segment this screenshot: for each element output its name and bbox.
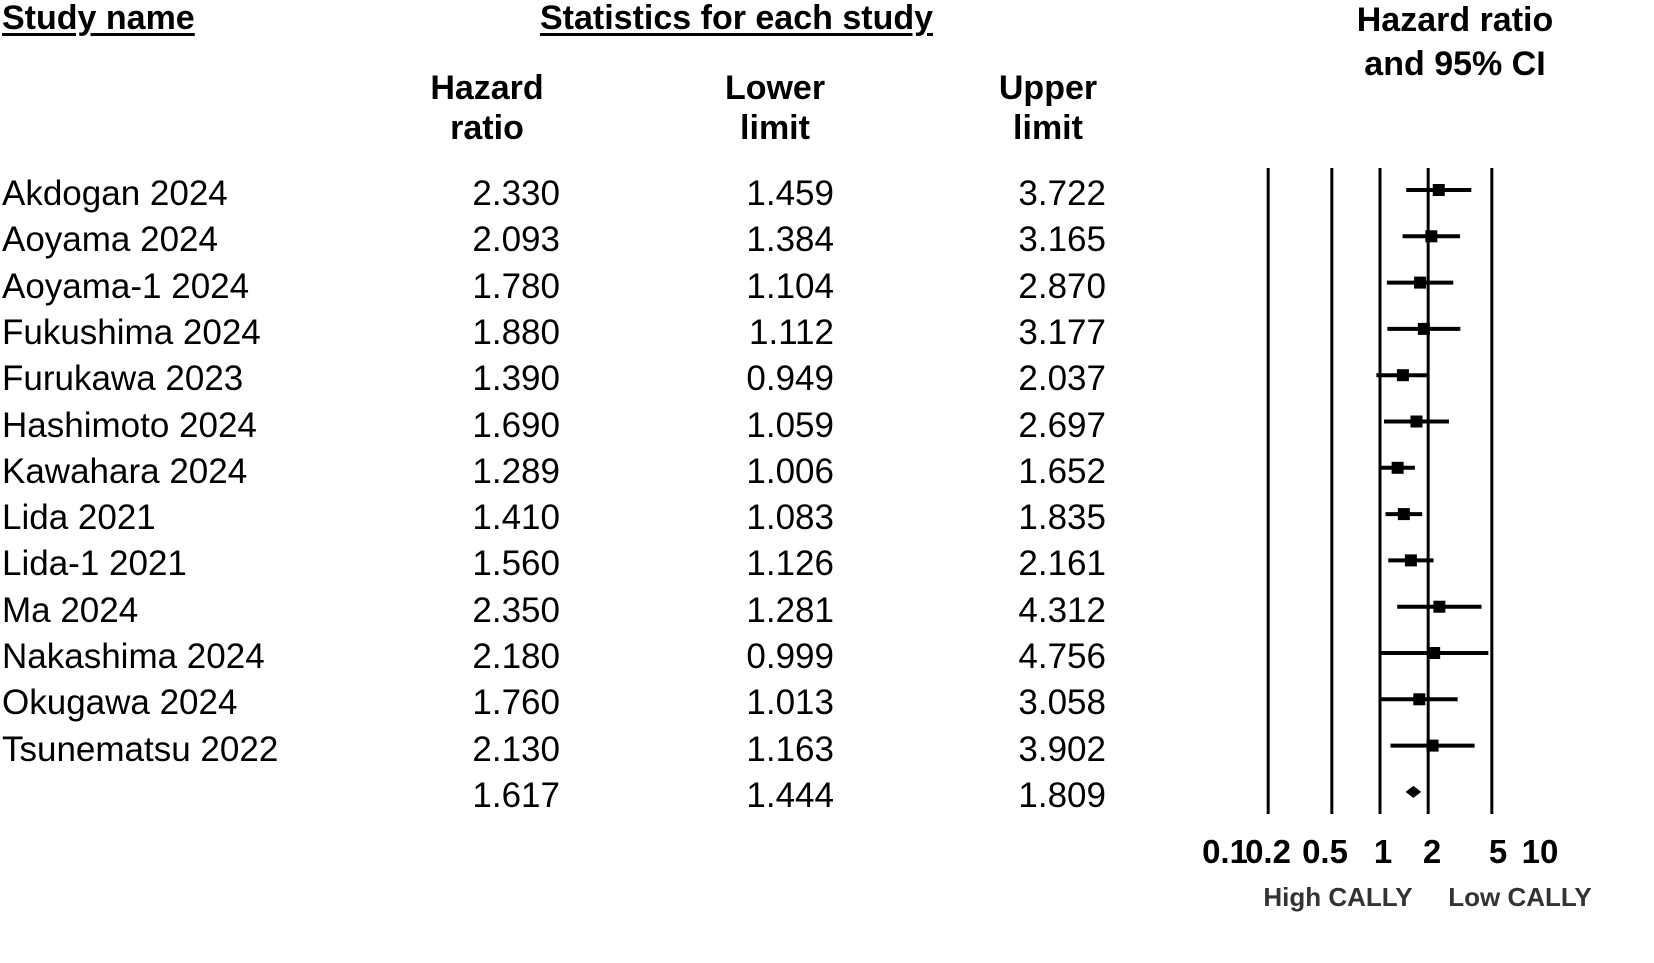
hazard-ratio-cell: 1.780 xyxy=(472,266,560,306)
hazard-ratio-cell: 2.180 xyxy=(472,637,560,676)
upper-limit-header-line1: Upper xyxy=(998,69,1098,107)
pooled-row xyxy=(0,772,1130,820)
lower-limit-cell: 1.281 xyxy=(746,590,834,630)
hazard-ratio-cell: 1.880 xyxy=(472,312,560,352)
point-estimate-marker xyxy=(1413,693,1425,705)
study-name-cell: Okugawa 2024 xyxy=(2,683,238,723)
hazard-ratio-cell: 1.289 xyxy=(472,451,560,491)
x-tick-label: 0.1 xyxy=(1202,833,1248,870)
upper-limit-cell: 1.835 xyxy=(1018,498,1106,538)
study-name-cell: Nakashima 2024 xyxy=(2,637,265,676)
study-name-cell: Lida 2021 xyxy=(2,498,156,538)
upper-limit-header-line2: limit xyxy=(1013,109,1083,147)
hazard-ratio-cell: 1.560 xyxy=(472,544,560,584)
study-name-cell: Hashimoto 2024 xyxy=(2,405,257,445)
hazard-ratio-cell: 2.130 xyxy=(472,729,560,769)
hazard-ratio-cell: 2.093 xyxy=(472,220,560,260)
study-name-cell: Aoyama-1 2024 xyxy=(2,266,250,306)
study-name-cell: Furukawa 2023 xyxy=(2,359,244,399)
lower-limit-cell: 1.444 xyxy=(746,775,834,815)
hazard-ratio-column-header xyxy=(387,68,587,148)
lower-limit-cell: 0.999 xyxy=(746,637,834,676)
hazard-ratio-header-line1: Hazard xyxy=(430,69,544,107)
point-estimate-marker xyxy=(1405,554,1417,566)
upper-limit-cell: 4.312 xyxy=(1018,590,1106,630)
table-row xyxy=(0,726,1130,774)
x-tick-label: 1 xyxy=(1373,833,1393,870)
statistics-header-text: Statistics for each study xyxy=(540,0,934,37)
point-estimate-marker xyxy=(1398,508,1410,520)
pooled-diamond xyxy=(1406,786,1422,798)
table-row xyxy=(0,448,1130,496)
point-estimate-marker xyxy=(1418,323,1430,335)
point-estimate-marker xyxy=(1433,184,1445,196)
table-row xyxy=(0,216,1130,264)
lower-limit-cell: 0.949 xyxy=(746,359,834,399)
lower-limit-cell: 1.126 xyxy=(746,544,834,584)
direction-label-right: Low CALLY xyxy=(1448,882,1592,912)
study-name-cell: Kawahara 2024 xyxy=(2,451,248,491)
forest-plot xyxy=(1202,160,1654,960)
lower-limit-cell: 1.006 xyxy=(746,451,834,491)
lower-limit-cell: 1.163 xyxy=(746,729,834,769)
point-estimate-marker xyxy=(1428,647,1440,659)
study-name-cell: Akdogan 2024 xyxy=(2,174,228,213)
study-name-cell: Lida-1 2021 xyxy=(2,544,187,584)
lower-limit-column-header xyxy=(675,68,875,148)
upper-limit-cell: 3.902 xyxy=(1018,729,1106,769)
table-row xyxy=(0,263,1130,311)
table-row xyxy=(0,633,1130,681)
upper-limit-cell: 1.809 xyxy=(1018,775,1106,815)
x-tick-label: 2 xyxy=(1422,833,1442,870)
lower-limit-cell: 1.059 xyxy=(746,405,834,445)
hazard-ratio-cell: 1.617 xyxy=(472,775,560,815)
point-estimate-marker xyxy=(1392,462,1404,474)
lower-limit-cell: 1.083 xyxy=(746,498,834,538)
upper-limit-cell: 2.037 xyxy=(1018,359,1106,399)
lower-limit-header-line2: limit xyxy=(740,109,810,147)
table-row xyxy=(0,402,1130,450)
upper-limit-cell: 1.652 xyxy=(1018,451,1106,491)
x-tick-label: 5 xyxy=(1488,833,1508,870)
table-row xyxy=(0,679,1130,727)
plot-title-line1: Hazard ratio xyxy=(1356,1,1554,39)
table-row xyxy=(0,309,1130,357)
point-estimate-marker xyxy=(1397,369,1409,381)
lower-limit-header-line1: Lower xyxy=(724,69,826,107)
point-estimate-marker xyxy=(1414,277,1426,289)
hazard-ratio-cell: 1.760 xyxy=(472,683,560,723)
lower-limit-cell: 1.384 xyxy=(746,220,834,260)
hazard-ratio-cell: 1.390 xyxy=(472,359,560,399)
point-estimate-marker xyxy=(1427,740,1439,752)
table-row xyxy=(0,587,1130,635)
lower-limit-cell: 1.013 xyxy=(746,683,834,723)
study-name-cell: Tsunematsu 2022 xyxy=(2,729,279,769)
study-name-cell: Aoyama 2024 xyxy=(2,220,218,260)
lower-limit-cell: 1.104 xyxy=(746,266,834,306)
table-row xyxy=(0,540,1130,588)
point-estimate-marker xyxy=(1425,230,1437,242)
hazard-ratio-cell: 2.330 xyxy=(472,174,560,213)
upper-limit-cell: 3.058 xyxy=(1018,683,1106,723)
point-estimate-marker xyxy=(1410,416,1422,428)
x-tick-label: 0.2 xyxy=(1245,833,1291,870)
hazard-ratio-header-line2: ratio xyxy=(450,109,524,147)
lower-limit-cell: 1.112 xyxy=(749,312,834,352)
study-name-cell: Ma 2024 xyxy=(2,590,139,630)
upper-limit-column-header xyxy=(948,68,1148,148)
hazard-ratio-cell: 1.690 xyxy=(472,405,560,445)
upper-limit-cell: 2.697 xyxy=(1018,405,1106,445)
statistics-header xyxy=(540,0,933,38)
upper-limit-cell: 2.870 xyxy=(1018,266,1106,306)
x-tick-label: 10 xyxy=(1521,833,1559,870)
lower-limit-cell: 1.459 xyxy=(746,174,834,213)
point-estimate-marker xyxy=(1433,601,1445,613)
upper-limit-cell: 3.722 xyxy=(1018,174,1106,213)
x-tick-label: 0.5 xyxy=(1302,833,1348,870)
table-row xyxy=(0,170,1130,218)
table-row xyxy=(0,355,1130,403)
hazard-ratio-cell: 1.410 xyxy=(472,498,560,538)
table-row xyxy=(0,494,1130,542)
plot-title-line2: and 95% CI xyxy=(1364,45,1546,83)
upper-limit-cell: 3.177 xyxy=(1018,312,1106,352)
upper-limit-cell: 4.756 xyxy=(1018,637,1106,676)
direction-label-left: High CALLY xyxy=(1263,882,1413,912)
hazard-ratio-cell: 2.350 xyxy=(472,590,560,630)
study-name-header: Study name xyxy=(2,0,195,37)
upper-limit-cell: 3.165 xyxy=(1018,220,1106,260)
plot-title xyxy=(1340,0,1570,86)
study-name-cell: Fukushima 2024 xyxy=(2,312,261,352)
upper-limit-cell: 2.161 xyxy=(1018,544,1106,584)
